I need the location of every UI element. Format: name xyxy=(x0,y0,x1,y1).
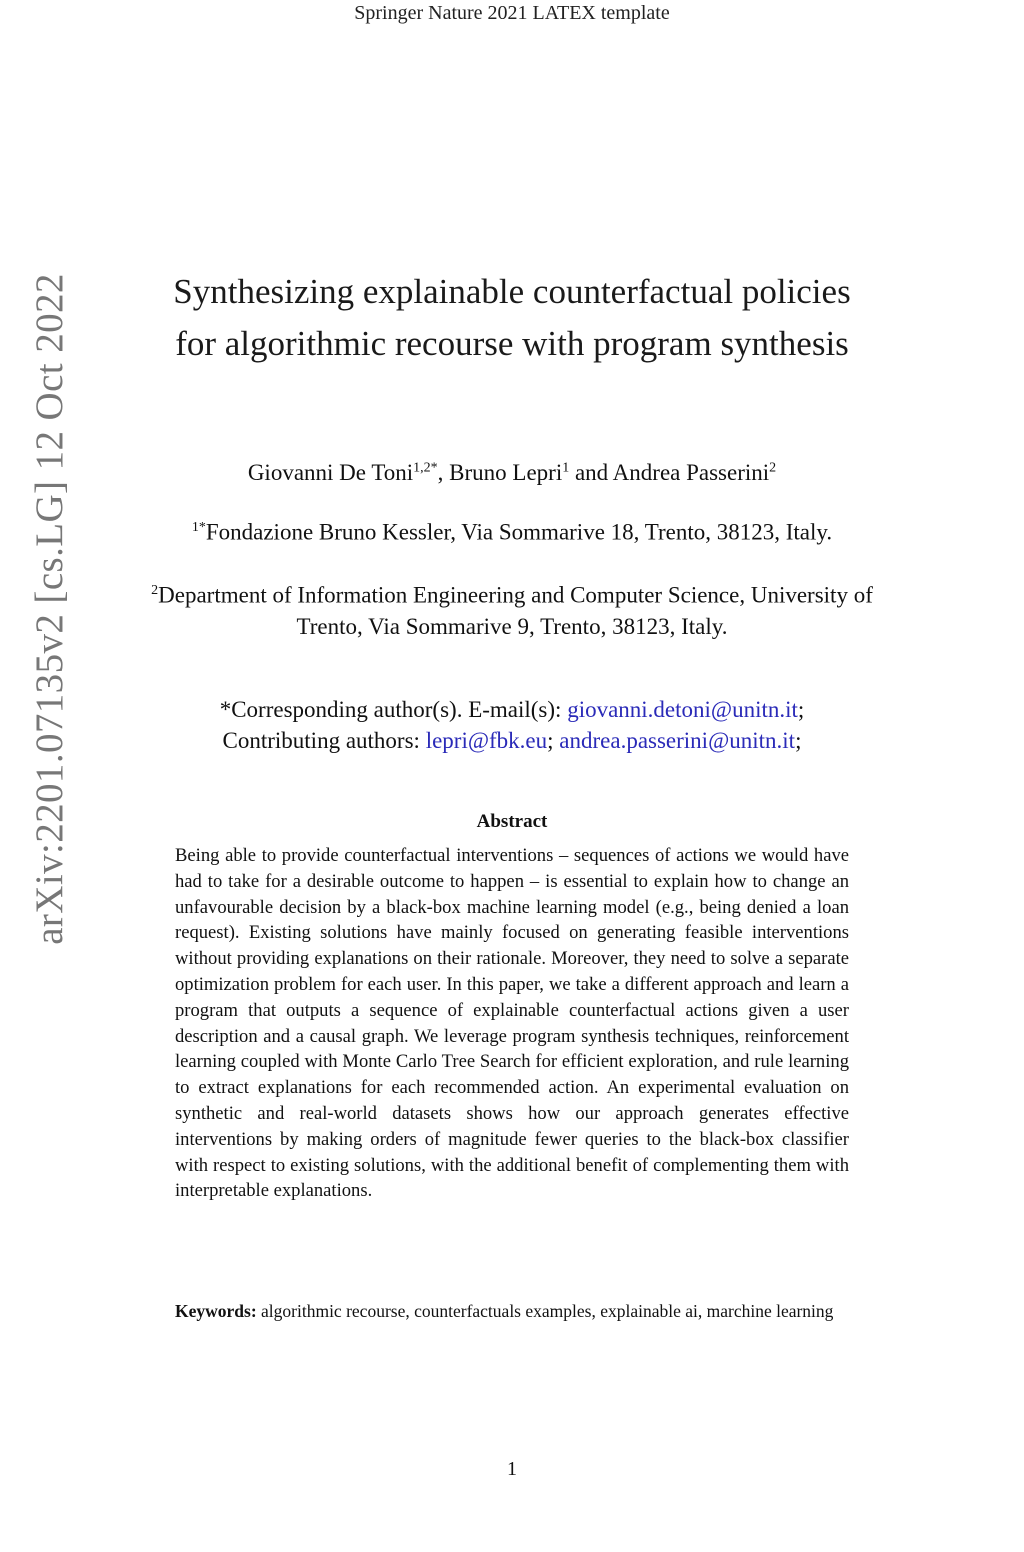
affiliation-mark: 1* xyxy=(191,520,206,535)
arxiv-id: arXiv:2201.07135v2 [cs.LG] 12 Oct 2022 xyxy=(28,273,71,945)
author-separator: and xyxy=(569,460,613,485)
contributing-prefix: Contributing authors: xyxy=(222,728,426,753)
affiliation-mark: 2 xyxy=(151,583,159,598)
paper-title: Synthesizing explainable counterfactual policies for algorithmic recourse with program synthesis xyxy=(173,272,851,363)
author-name: Bruno Lepri xyxy=(449,460,563,485)
abstract-heading: Abstract xyxy=(476,811,548,832)
author-affil-mark: 1,2* xyxy=(413,460,438,476)
running-head: Springer Nature 2021 LATEX template xyxy=(354,2,670,24)
author-affil-mark: 2 xyxy=(769,460,777,476)
contributing-email-link-2[interactable]: andrea.passerini@unitn.it xyxy=(559,728,796,753)
author-separator: , xyxy=(437,460,450,485)
affiliation-1 xyxy=(140,512,884,548)
contributing-separator: ; xyxy=(547,728,560,753)
author-name: Giovanni De Toni xyxy=(247,460,414,485)
arxiv-stamp xyxy=(20,205,80,1013)
abstract-text: Being able to provide counterfactual interventions – sequences of actions we would have had to take for a desirable outcome to happen – is essential to explain how to change an unfavourable decision by a black-box machine learning model (e.g., being denied a loan request). Existing solutions have mainly focused on generating feasible interventions without providing explanations on their rationale. Moreover, they need to solve a separate optimization problem for each user. In this paper, we take a different approach and learn a program that outputs a sequence of explainable counterfactual actions given a user description and a causal graph. We leverage program synthesis techniques, reinforcement learning coupled with Monte Carlo Tree Search for efficient exploration, and rule learning to extract explanations for each recommended action. An experimental evaluation on synthetic and real-world datasets shows how our approach generates effective interventions by making orders of magnitude fewer queries to the black-box classifier with respect to existing solutions, with the additional benefit of complementing them with interpretable explanations. xyxy=(175,845,849,1202)
affiliation-text: Department of Information Engineering and Computer Science, University of Trento, Via Sommarive 9, Trento, 38123, Italy. xyxy=(158,582,873,639)
contributing-suffix: ; xyxy=(795,728,802,753)
author-list xyxy=(120,460,904,486)
keywords-text: algorithmic recourse, counterfactuals examples, explainable ai, marchine learning xyxy=(261,1301,834,1321)
keywords-label: Keywords: xyxy=(175,1301,257,1321)
corresponding-suffix: ; xyxy=(797,697,805,722)
corresponding-email-link[interactable]: giovanni.detoni@unitn.it xyxy=(567,697,798,722)
contributing-line xyxy=(120,725,904,756)
author-affil-mark: 1 xyxy=(562,460,570,476)
affiliation-text: Fondazione Bruno Kessler, Via Sommarive 18, Trento, 38123, Italy. xyxy=(205,519,833,545)
author-name: Andrea Passerini xyxy=(612,460,770,485)
corresponding-prefix: *Corresponding author(s). E-mail(s): xyxy=(219,697,568,722)
corresponding-line xyxy=(120,694,904,725)
contributing-email-link-1[interactable]: lepri@fbk.eu xyxy=(425,728,548,753)
keywords xyxy=(175,1300,849,1322)
page-number: 1 xyxy=(507,1458,517,1480)
affiliation-2 xyxy=(140,575,884,642)
corresponding-author-block xyxy=(120,694,904,756)
